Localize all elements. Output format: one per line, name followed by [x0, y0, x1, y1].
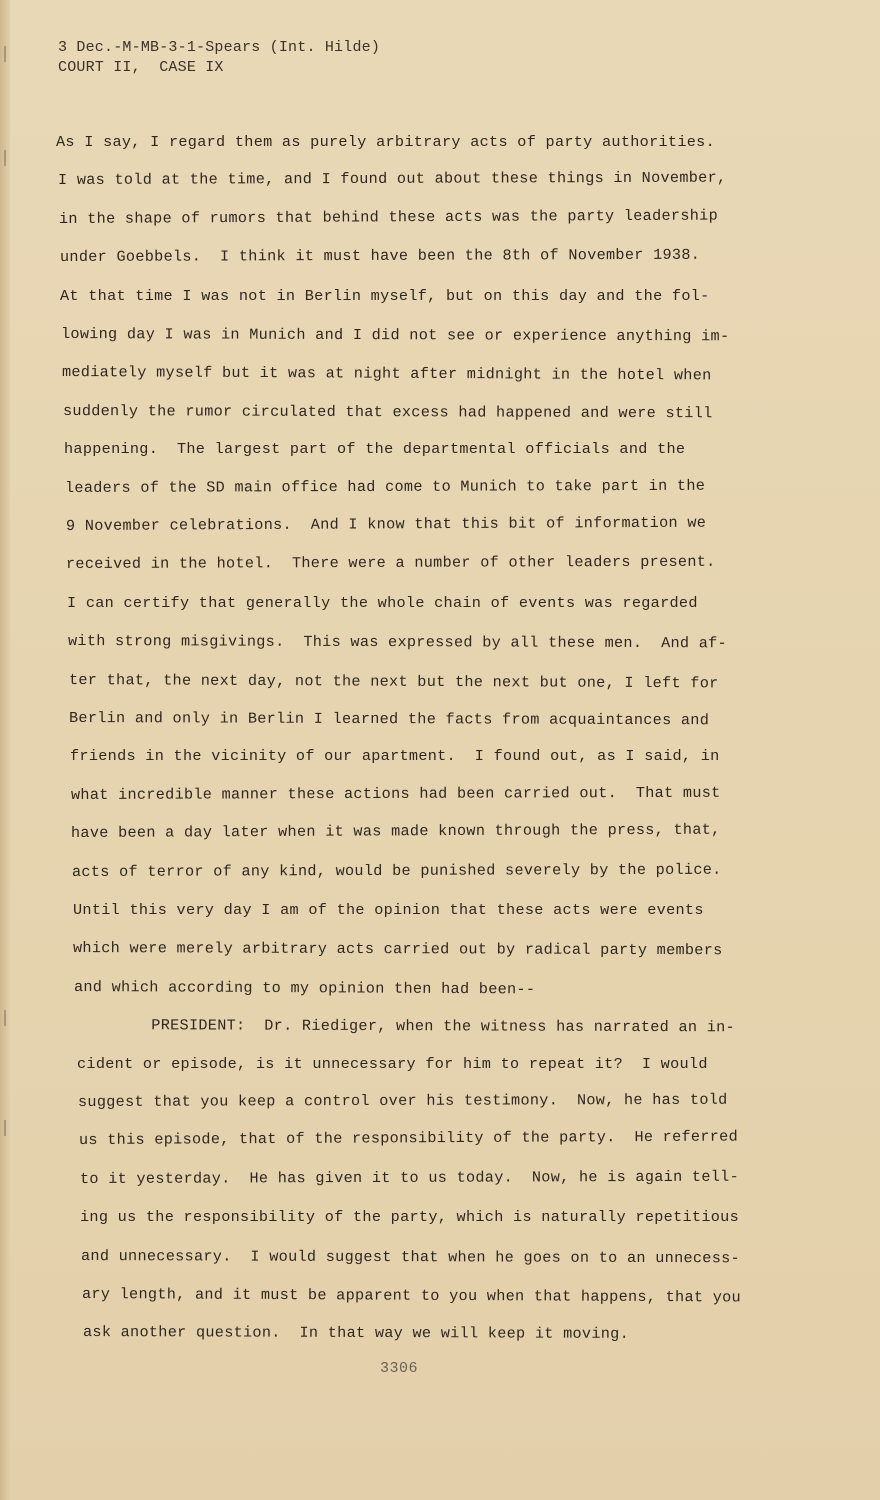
transcript-line: us this episode, that of the responsibility of the party. He referred [78, 1127, 739, 1150]
transcript-line: and which according to my opinion then had been-- [73, 977, 536, 999]
transcript-line: mediately myself but it was at night after midnight in the hotel when [61, 363, 712, 385]
transcript-line: 9 November celebrations. And I know that this bit of information we [65, 513, 707, 535]
transcript-line: cident or episode, is it unnecessary for him to repeat it? I would [77, 1054, 708, 1073]
transcript-line: suggest that you keep a control over his testimony. Now, he has told [77, 1090, 728, 1111]
binding-mark [4, 46, 6, 62]
binding-mark [4, 150, 6, 166]
binding-mark [4, 1010, 6, 1026]
transcript-line: with strong misgivings. This was expressed by all these men. And af- [67, 632, 728, 653]
transcript-line: lowing day I was in Munich and I did not see or experience anything im- [60, 325, 730, 346]
header-line-session: 3 Dec.-M-MB-3-1-Spears (Int. Hilde) [58, 39, 381, 56]
transcript-line: PRESIDENT: Dr. Riediger, when the witness has narrated an in- [75, 1016, 736, 1037]
transcript-line: what incredible manner these actions had been carried out. That must [70, 783, 721, 804]
transcript-line: I was told at the time, and I found out about these things in November, [57, 169, 727, 190]
transcript-line: suddenly the rumor circulated that excess had happened and were still [62, 401, 713, 423]
transcript-line: friends in the vicinity of our apartment. I found out, as I said, in [70, 747, 720, 766]
transcript-line: under Goebbels. I think it must have been the 8th of November 1938. [59, 245, 701, 267]
transcript-line: have been a day later when it was made known through the press, that, [70, 820, 721, 843]
header-line-court-case: COURT II, CASE IX [58, 59, 224, 76]
transcript-line: which were merely arbitrary acts carried out by radical party members [72, 939, 723, 960]
binding-edge [0, 0, 10, 1500]
transcript-line: ask another question. In that way we will keep it moving. [82, 1323, 630, 1344]
binding-mark [4, 1120, 6, 1136]
transcript-line: ing us the responsibility of the party, which is naturally repetitious [80, 1208, 739, 1227]
transcript-line: Until this very day I am of the opinion that these acts were events [73, 901, 704, 919]
transcript-line: to it yesterday. He has given it to us today. Now, he is again tell- [79, 1167, 740, 1188]
document-header [58, 38, 380, 78]
transcript-line: As I say, I regard them as purely arbitrary acts of party authorities. [56, 133, 715, 151]
transcript-line: acts of terror of any kind, would be punished severely by the police. [71, 860, 722, 881]
transcript-line: ter that, the next day, not the next but the next but one, I left for [68, 670, 719, 692]
transcript-line: ary length, and it must be apparent to you when that happens, that you [81, 1285, 742, 1307]
transcript-line: received in the hotel. There were a number of other leaders present. [65, 553, 716, 574]
transcript-line: Berlin and only in Berlin I learned the facts from acquaintances and [68, 709, 710, 730]
transcript-line: in the shape of rumors that behind these acts was the party leadership [58, 206, 719, 228]
page-number: 3306 [380, 1360, 419, 1377]
transcript-line: I can certify that generally the whole chain of events was regarded [67, 593, 698, 612]
transcript-line: At that time I was not in Berlin myself, but on this day and the fol- [60, 286, 710, 305]
transcript-line: and unnecessary. I would suggest that when he goes on to an unnecess- [80, 1246, 741, 1267]
transcript-line: happening. The largest part of the departmental officials and the [64, 440, 686, 459]
transcript-line: leaders of the SD main office had come to Munich to take part in the [64, 476, 706, 497]
